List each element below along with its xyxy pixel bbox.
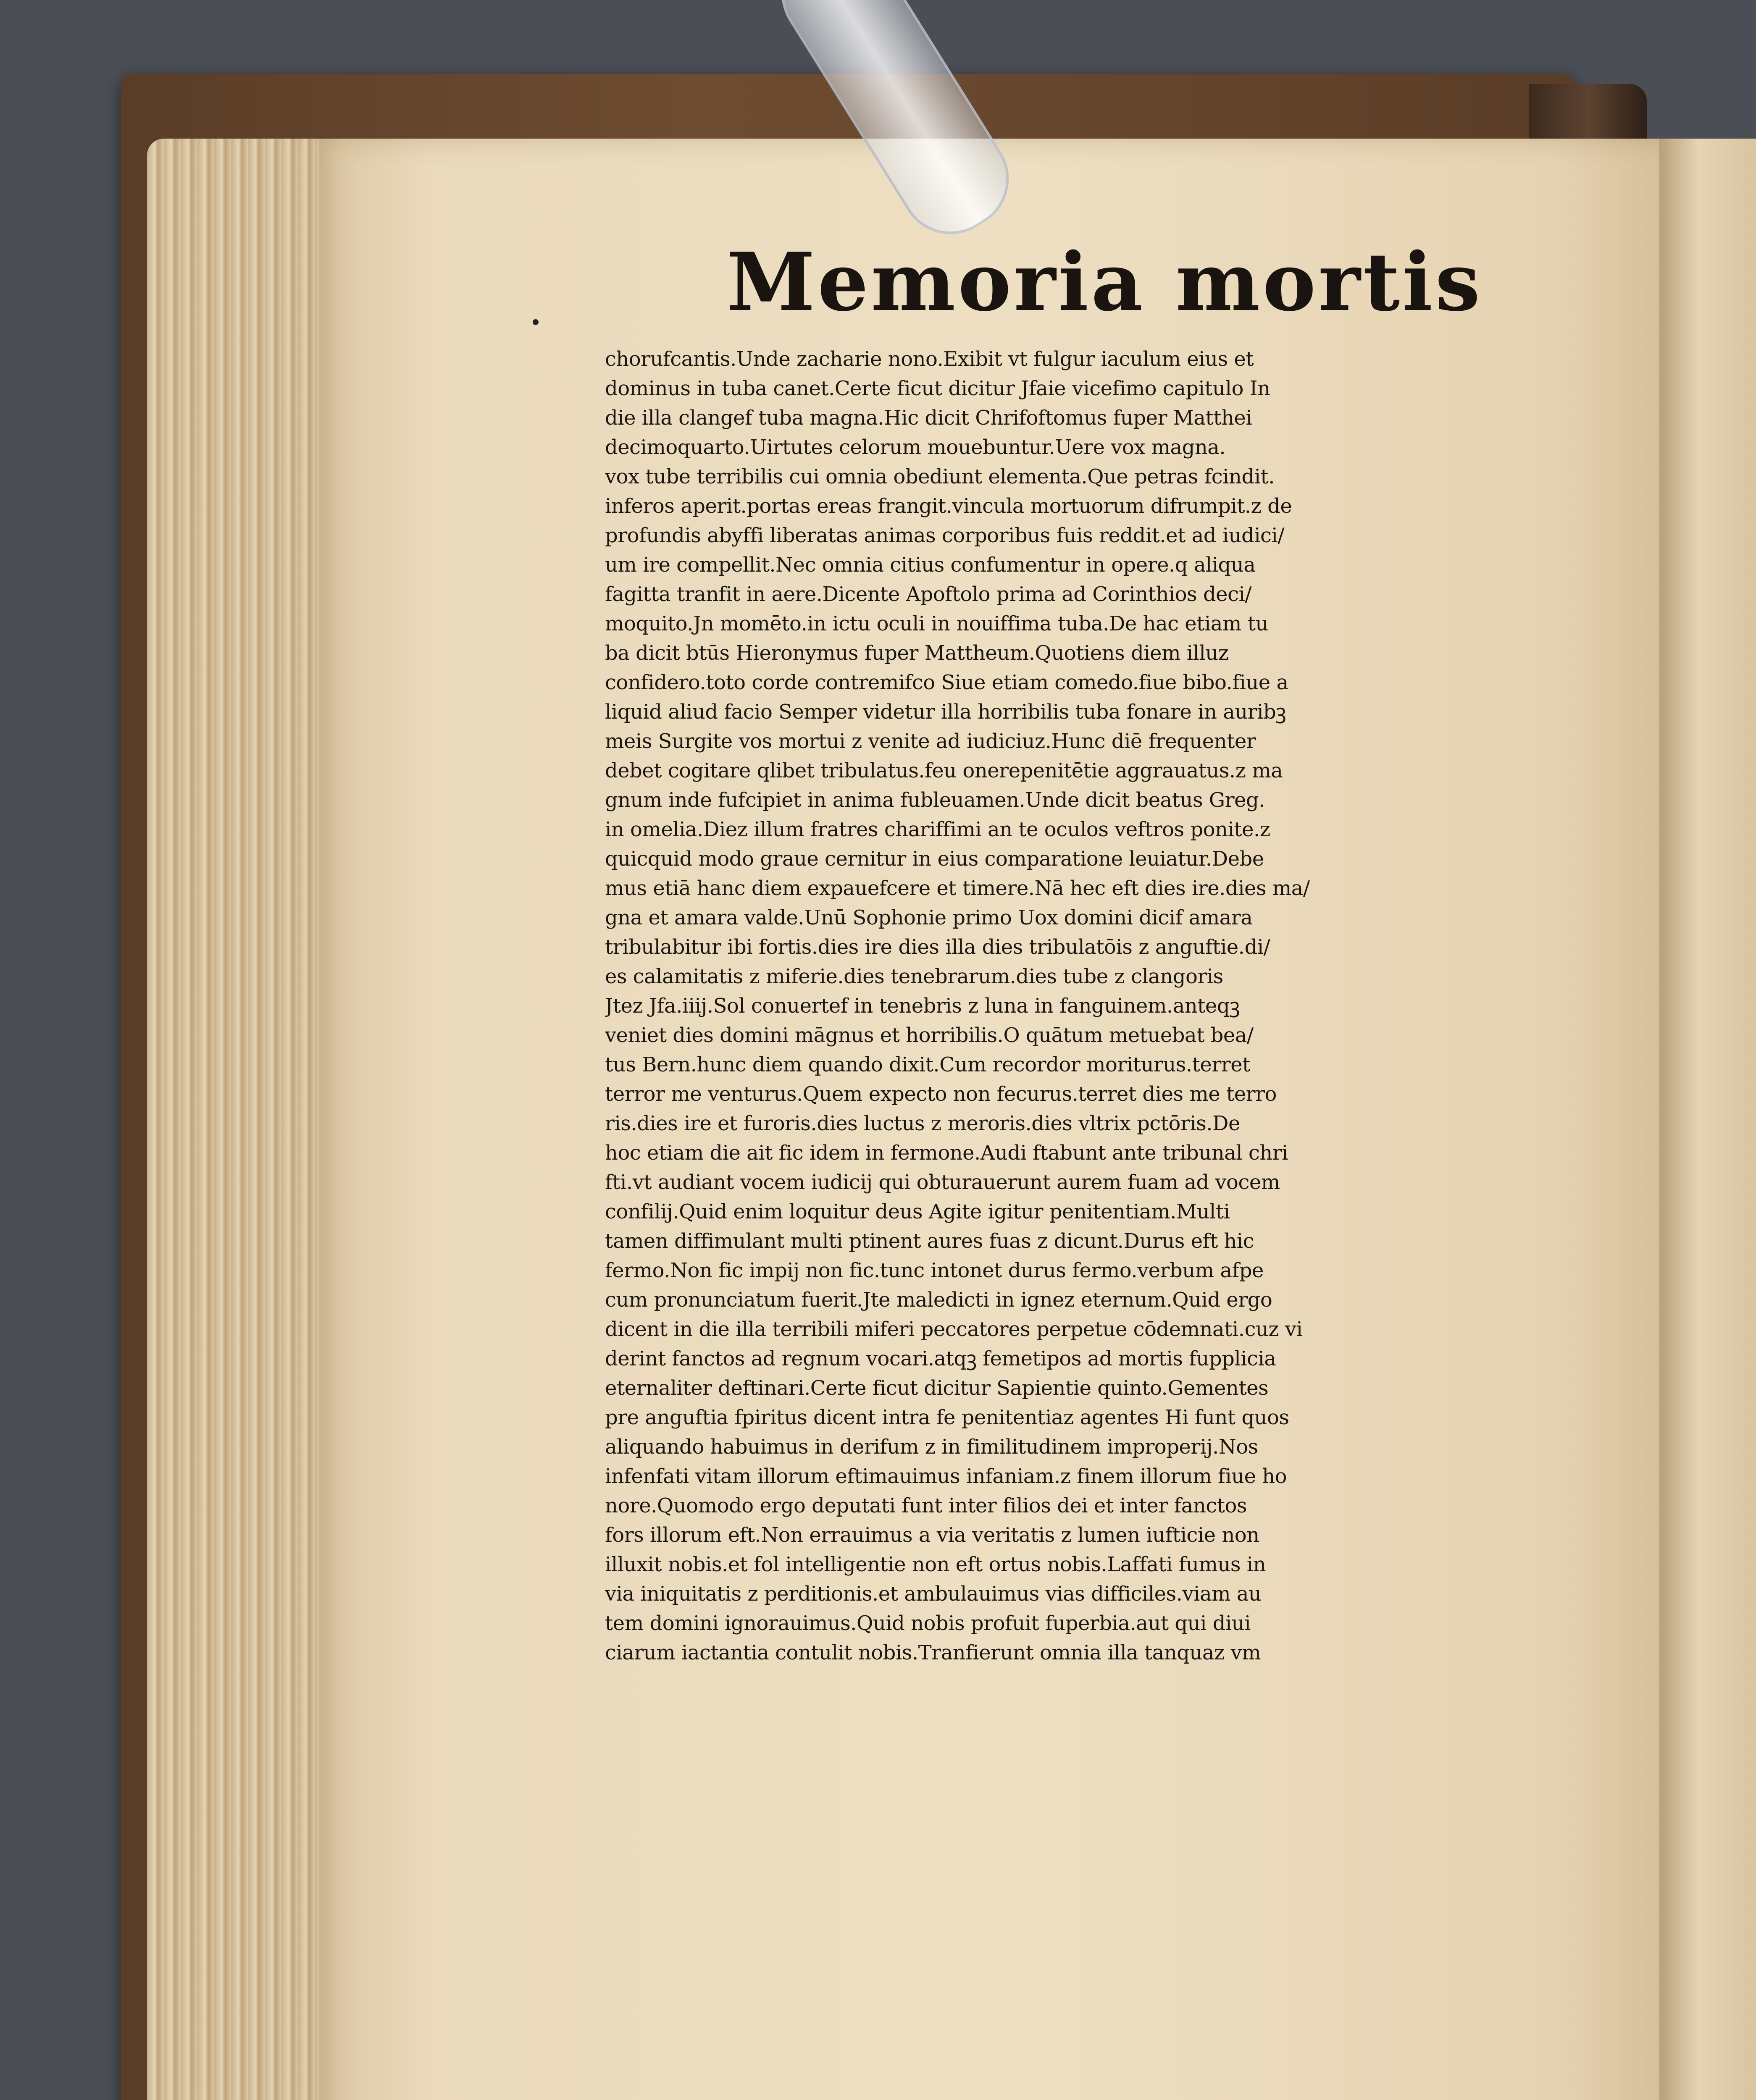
text-line: decimoquarto.Uirtutes celorum mouebuntur.Uere vox magna. (605, 436, 1226, 459)
text-line: illuxit nobis.et fol intelligentie non eft ortus nobis.Laffati fumus in (605, 1553, 1266, 1576)
text-line: gnum inde fufcipiet in anima fubleuamen.Unde dicit beatus Greg. (605, 788, 1265, 812)
text-line: ciarum iactantia contulit nobis.Tranfierunt omnia illa tanquaz vm (605, 1641, 1261, 1664)
text-line: die illa clangef tuba magna.Hic dicit Chrifoftomus fuper Matthei (605, 406, 1252, 430)
text-line: inferos aperit.portas ereas frangit.vincula mortuorum difrumpit.z de (605, 494, 1292, 518)
text-line: dominus in tuba canet.Certe ficut dicitur Jfaie vicefimo capitulo In (605, 377, 1270, 400)
text-line: debet cogitare qlibet tribulatus.feu onerepenitētie aggrauatus.z ma (605, 759, 1283, 782)
text-line: hoc etiam die ait fic idem in fermone.Audi ftabunt ante tribunal chri (605, 1141, 1288, 1165)
text-line: profundis abyffi liberatas animas corporibus fuis reddit.et ad iudici/ (605, 524, 1284, 547)
text-line: tribulabitur ibi fortis.dies ire dies illa dies tribulatōis z anguftie.di/ (605, 935, 1270, 959)
text-line: via iniquitatis z perditionis.et ambulauimus vias difficiles.viam au (605, 1582, 1262, 1606)
text-line: chorufcantis.Unde zacharie nono.Exibit vt fulgur iaculum eius et (605, 347, 1254, 371)
text-line: nore.Quomodo ergo deputati funt inter filios dei et inter fanctos (605, 1494, 1247, 1517)
text-line: confidero.toto corde contremifco Siue etiam comedo.fiue bibo.fiue a (605, 671, 1288, 694)
text-line: fti.vt audiant vocem iudicij qui obturauerunt aurem fuam ad vocem (605, 1171, 1280, 1194)
text-line: terror me venturus.Quem expecto non fecurus.terret dies me terro (605, 1082, 1277, 1106)
facing-page-edge (1659, 139, 1756, 2100)
text-line: tamen diffimulant multi ptinent aures fuas z dicunt.Durus eft hic (605, 1229, 1254, 1253)
text-line: fors illorum eft.Non errauimus a via veritatis z lumen iufticie non (605, 1523, 1259, 1547)
text-line: infenfati vitam illorum eftimauimus infaniam.z finem illorum fiue ho (605, 1465, 1287, 1488)
text-line: veniet dies domini māgnus et horribilis.O quātum metuebat bea/ (605, 1024, 1254, 1047)
text-line: gna et amara valde.Unū Sophonie primo Uox domini dicif amara (605, 906, 1253, 929)
text-line: Jtez Jfa.iiij.Sol conuertef in tenebris z luna in fanguinem.anteqꝫ (605, 994, 1240, 1018)
text-line: dicent in die illa terribili miferi peccatores perpetue cōdemnati.cuz vi (605, 1318, 1303, 1341)
text-line: vox tube terribilis cui omnia obediunt elementa.Que petras fcindit. (605, 465, 1275, 488)
text-line: fagitta tranfit in aere.Dicente Apoftolo prima ad Corinthios deci/ (605, 583, 1251, 606)
text-line: in omelia.Diez illum fratres chariffimi an te oculos veftros ponite.z (605, 818, 1270, 841)
text-line: aliquando habuimus in derifum z in fimilitudinem improperij.Nos (605, 1435, 1258, 1459)
ink-spot (533, 319, 539, 325)
text-line: quicquid modo graue cernitur in eius comparatione leuiatur.Debe (605, 847, 1264, 871)
text-line: cum pronunciatum fuerit.Jte maledicti in ignez eternum.Quid ergo (605, 1288, 1272, 1312)
text-line: ris.dies ire et furoris.dies luctus z meroris.dies vltrix pctōris.De (605, 1112, 1240, 1135)
text-line: ba dicit btūs Hieronymus fuper Mattheum.Quotiens diem illuz (605, 641, 1229, 665)
text-line: um ire compellit.Nec omnia citius confumentur in opere.q aliqua (605, 553, 1256, 577)
text-line: es calamitatis z miferie.dies tenebrarum.dies tube z clangoris (605, 965, 1223, 988)
text-line: confilij.Quid enim loquitur deus Agite igitur penitentiam.Multi (605, 1200, 1230, 1223)
text-block (605, 344, 1504, 1667)
text-line: meis Surgite vos mortui z venite ad iudiciuz.Hunc diē frequenter (605, 730, 1256, 753)
text-line: eternaliter deftinari.Certe ficut dicitur Sapientie quinto.Gementes (605, 1376, 1269, 1400)
text-line: pre anguftia fpiritus dicent intra fe penitentiaz agentes Hi funt quos (605, 1406, 1289, 1429)
text-line: fermo.Non fic impij non fic.tunc intonet durus fermo.verbum afpe (605, 1259, 1264, 1282)
text-line: tem domini ignorauimus.Quid nobis profuit fuperbia.aut qui diui (605, 1612, 1251, 1635)
text-line: liquid aliud facio Semper videtur illa horribilis tuba fonare in auribꝫ (605, 700, 1286, 724)
text-line: tus Bern.hunc diem quando dixit.Cum recordor moriturus.terret (605, 1053, 1250, 1076)
text-line: derint fanctos ad regnum vocari.atqꝫ femetipos ad mortis fupplicia (605, 1347, 1276, 1370)
page-heading: Memoria mortis (727, 235, 1483, 329)
text-line: moquito.Jn momēto.in ictu oculi in nouiffima tuba.De hac etiam tu (605, 612, 1268, 635)
text-line: mus etiā hanc diem expauefcere et timere.Nā hec eft dies ire.dies ma/ (605, 877, 1310, 900)
